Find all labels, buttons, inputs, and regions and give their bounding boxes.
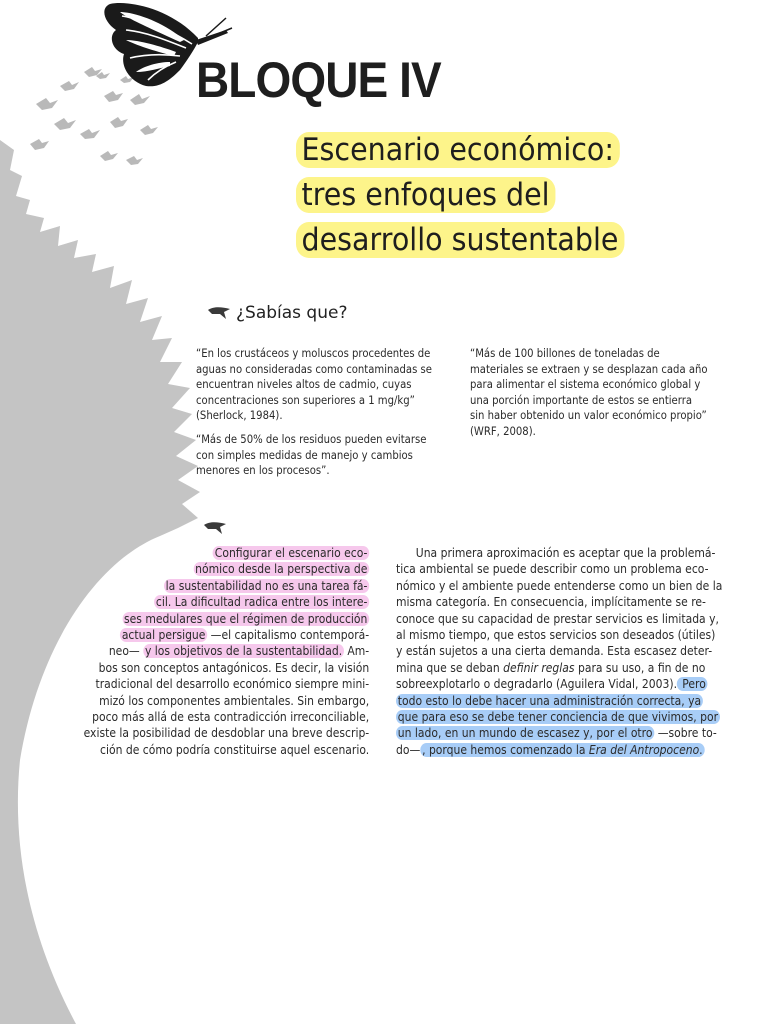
text-line: sobreexplotarlo o degradarlo (Aguilera Vidal, 2003). — [396, 677, 678, 692]
quote-residuos: “Más de 50% de los residuos pueden evitarse con simples medidas de manejo y cambios menores en los procesos”. — [196, 433, 427, 477]
text-line: bos son conceptos antagónicos. Es decir, la visión — [98, 660, 370, 675]
text-line: que para eso se debe tener conciencia de que vivimos, por — [397, 709, 719, 724]
text-line: ses medulares que el régimen de producción — [124, 611, 368, 626]
text-line: para su uso, a fin de no — [574, 660, 706, 675]
text-line: , porque hemos comenzado la — [422, 742, 589, 757]
text-line-italic: Era del Antropoceno — [588, 742, 700, 757]
text-line: la sustentabilidad no es una tarea fá- — [165, 578, 368, 593]
right-paragraph — [396, 545, 723, 758]
text-line: y están sujetos a una cierta demanda. Esta escasez deter- — [396, 644, 713, 659]
text-line: y los objetivos de la sustentabilidad. — [144, 644, 343, 659]
text-line: todo esto lo debe hacer una administración correcta, ya — [397, 693, 702, 708]
text-line: un lado, en un mundo de escasez y, por el otro — [397, 726, 653, 741]
text-line: al mismo tiempo, que estos servicios son deseados (útiles) — [396, 627, 716, 642]
bird-icon — [208, 306, 230, 320]
title-line-2: tres enfoques del — [296, 177, 555, 213]
quote-materiales: “Más de 100 billones de toneladas de materiales se extraen y se desplazan cada año para alimentar el sistema económico global y una porción importante de estos se entierra sin haber obtenido un valor económico propio” (WRF, 2008). — [470, 347, 708, 438]
title-line-3: desarrollo sustentable — [296, 222, 624, 258]
text-line: ción de cómo podría constituirse aquel escenario. — [100, 742, 370, 757]
text-line: existe la posibilidad de desdoblar una breve descrip- — [83, 726, 370, 741]
sabias-que-heading: ¿Sabías que? — [236, 303, 348, 323]
text-line: actual persigue — [121, 627, 206, 642]
text-line: misma categoría. En consecuencia, implícitamente se re- — [396, 595, 706, 610]
text-line: cil. La dificultad radica entre los intere- — [155, 595, 368, 610]
title-line-1: Escenario económico: — [296, 132, 620, 168]
text-line: Am- — [343, 644, 370, 659]
text-line: poco más allá de esta contradicción irreconciliable, — [92, 709, 370, 724]
text-line-italic: definir reglas — [503, 660, 575, 675]
text-line: . — [699, 742, 703, 757]
text-line: nómico desde la perspectiva de — [195, 562, 368, 577]
bloque-heading: BLOQUE IV — [196, 52, 441, 108]
text-line: Configurar el escenario eco- — [214, 546, 368, 560]
text-line: —el capitalismo contemporá- — [207, 627, 370, 642]
text-line: —sobre to- — [654, 726, 717, 741]
text-line: mina que se deban — [396, 660, 504, 675]
text-line: Pero — [678, 677, 706, 692]
bird-icon-2 — [204, 521, 226, 535]
left-paragraph — [56, 545, 369, 758]
text-line: do— — [396, 742, 421, 757]
text-line: conoce que su capacidad de prestar servicios es limitada y, — [396, 611, 719, 626]
text-line: Una primera aproximación es aceptar que la problemá- — [415, 546, 716, 560]
text-line: mizó los componentes ambientales. Sin embargo, — [99, 693, 370, 708]
quote-cadmio: “En los crustáceos y moluscos procedentes de aguas no consideradas como contaminadas se encuentran niveles altos de cadmio, cuyas concentraciones son superiores a 1 mg/kg” (Sherlock, 1984). — [196, 347, 432, 422]
text-line: tica ambiental se puede describir como un problema eco- — [396, 562, 709, 577]
text-line: nómico y el ambiente puede entenderse como un bien de la — [396, 578, 723, 593]
text-line: neo— — [108, 644, 144, 659]
page-title — [296, 128, 664, 263]
text-line: tradicional del desarrollo económico siempre mini- — [95, 677, 370, 692]
